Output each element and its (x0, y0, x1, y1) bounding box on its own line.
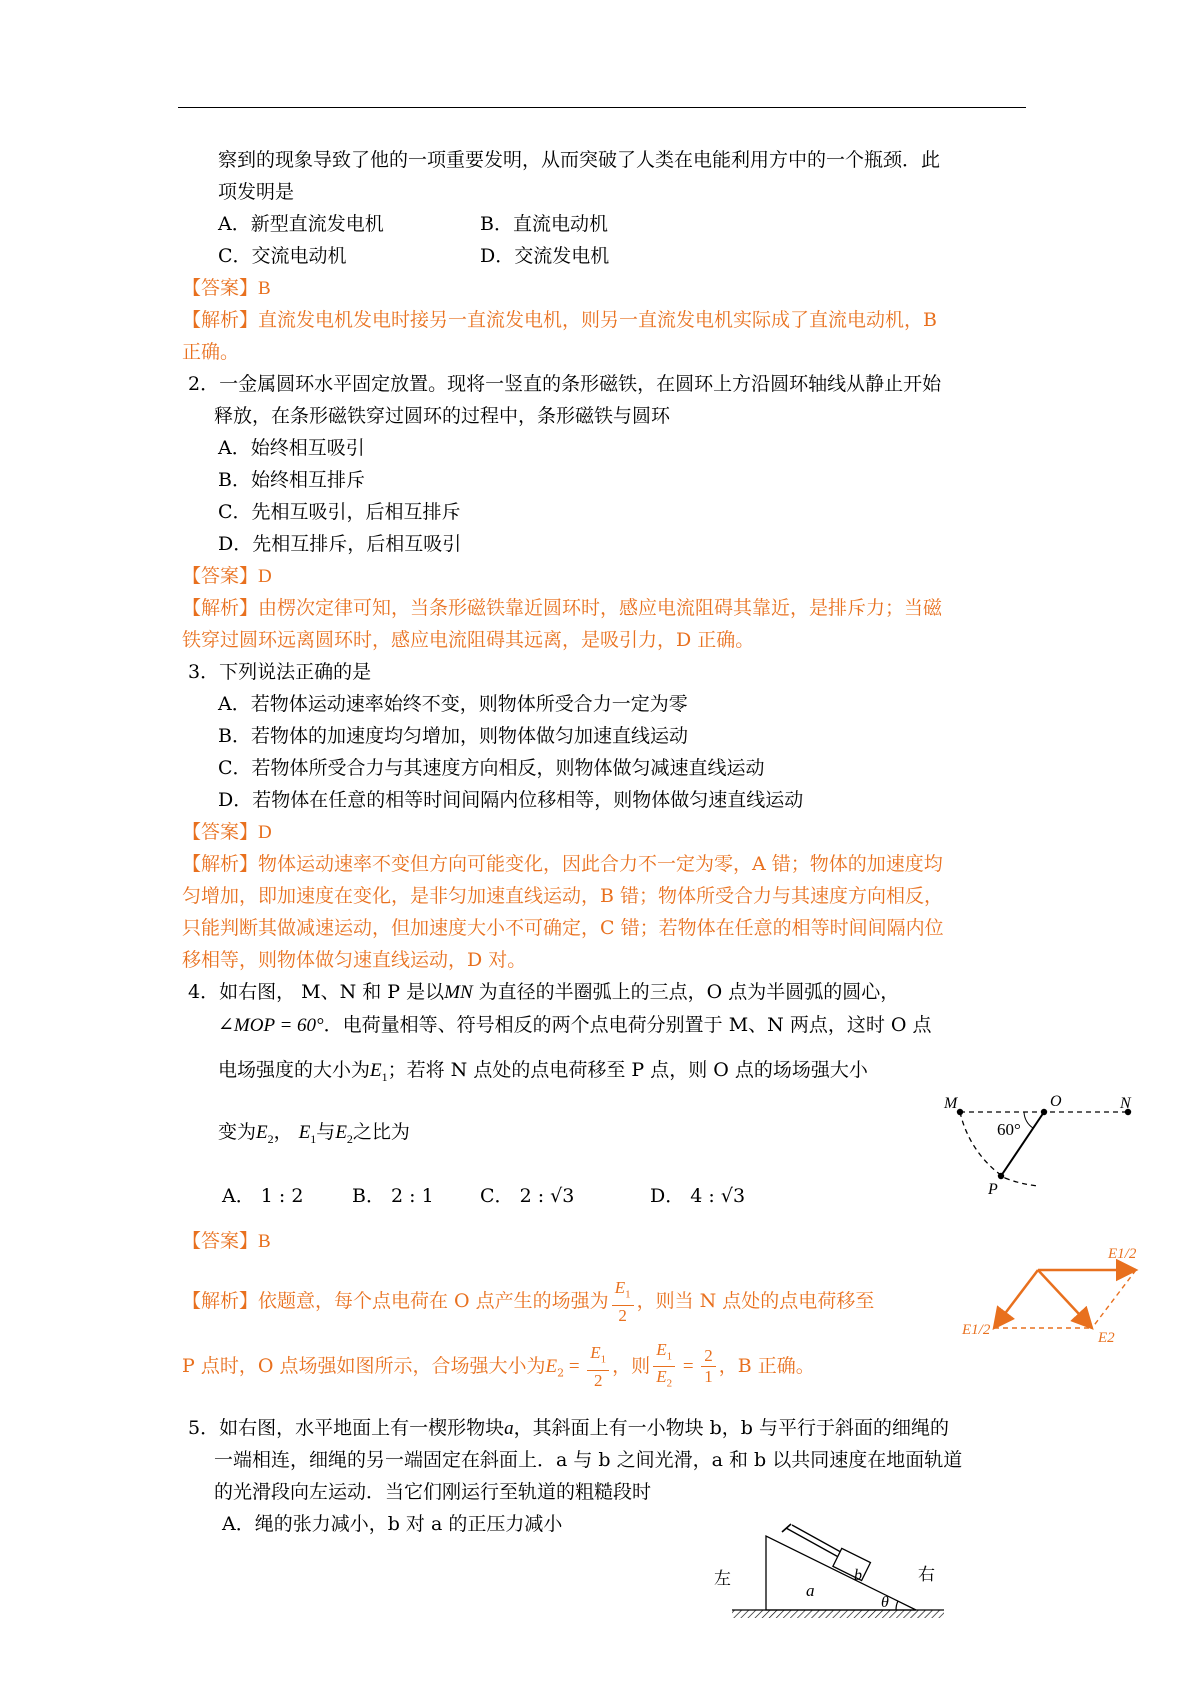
q4-text: 与 (316, 1121, 336, 1143)
q2-answer (182, 564, 272, 589)
analysis-text: ，则 (612, 1354, 651, 1377)
q3-analysis-line4: 移相等，则物体做匀速直线运动，D 对。 (182, 949, 527, 971)
ground-hatch (732, 1610, 944, 1618)
label-b: b (854, 1567, 862, 1584)
q3-stem: 3．下列说法正确的是 (188, 661, 372, 683)
q3-option-a: A．若物体运动速率始终不变，则物体所受合力一定为零 (218, 693, 688, 715)
ratio-den: 1 (704, 1367, 713, 1387)
q4-mn-var: MN (444, 982, 473, 1003)
q4-answer (182, 1229, 271, 1254)
e2-sub: 2 (346, 1131, 353, 1146)
q4-text: 电场强度的大小为 (218, 1059, 371, 1081)
e1-sub: 1 (381, 1069, 388, 1084)
q4-stem-line2 (218, 1013, 931, 1038)
frac-num: E (590, 1343, 601, 1363)
e1-over-e2-fraction (653, 1340, 675, 1394)
analysis-text: 由楞次定律可知，当条形磁铁靠近圆环时，感应电流阻碍其靠近，是排斥力；当磁 (258, 597, 943, 619)
e2-var: E (256, 1122, 268, 1143)
answer-tag: 【答案】 (182, 821, 259, 843)
header-rule (178, 107, 1026, 108)
q3-option-c: C．若物体所受合力与其速度方向相反，则物体做匀减速直线运动 (218, 757, 765, 779)
q3-analysis-line1 (182, 852, 943, 876)
q2-option-b: B．始终相互排斥 (218, 469, 365, 491)
e2-var: E (335, 1122, 347, 1143)
e2-sub: 2 (267, 1131, 274, 1146)
analysis-text: 物体运动速率不变但方向可能变化，因此合力不一定为零，A 错；物体的加速度均 (258, 853, 943, 875)
analysis-text: 依题意，每个点电荷在 O 点产生的场强为 (258, 1290, 609, 1312)
frac-num-sub: 1 (600, 1353, 607, 1366)
q2-analysis-line2: 铁穿过圆环远离圆环时，感应电流阻碍其远离，是吸引力，D 正确。 (182, 629, 755, 651)
q1-option-c: C．交流电动机 (218, 245, 347, 267)
frac-num-sub: 1 (625, 1288, 631, 1301)
analysis-text: 直流发电机发电时接另一直流发电机，则另一直流发电机实际成了直流电动机，B (258, 309, 937, 331)
q1-analysis-line2: 正确。 (182, 341, 240, 363)
answer-value: B (258, 278, 271, 299)
semicircle-figure (940, 1070, 1140, 1200)
q4-text: 变为 (218, 1121, 257, 1143)
analysis-tag: 【解析】 (182, 597, 259, 619)
q4-text: 之比为 (352, 1121, 410, 1143)
wedge-a (766, 1536, 916, 1610)
q1-stem-line2: 项发明是 (218, 181, 295, 203)
answer-value: D (258, 566, 272, 587)
q4-stem-line1 (188, 980, 899, 1005)
q5-stem-line2: 一端相连，细绳的另一端固定在斜面上．a 与 b 之间光滑，a 和 b 以共同速度在地面轨道 (214, 1449, 963, 1471)
q3-option-b: B．若物体的加速度均匀增加，则物体做匀加速直线运动 (218, 725, 688, 747)
q4-analysis-line1 (182, 1276, 874, 1326)
block-b (833, 1548, 871, 1580)
frac-den: 2 (593, 1370, 603, 1390)
frac-num: E (656, 1340, 667, 1359)
point-m (957, 1109, 963, 1115)
ratio-num: 2 (701, 1346, 716, 1367)
q1-option-a: A．新型直流发电机 (218, 213, 384, 235)
q1-stem-line1: 察到的现象导致了他的一项重要发明，从而突破了人类在电能利用方中的一个瓶颈．此 (218, 149, 941, 171)
angle-arc (1024, 1112, 1033, 1128)
frac-den: 2 (618, 1305, 627, 1325)
label-p: P (988, 1181, 998, 1198)
answer-value: D (258, 822, 272, 843)
frac-den-sub: 2 (666, 1377, 673, 1390)
label-n: N (1120, 1095, 1131, 1112)
q5-stem-line3: 的光滑段向左运动．当它们刚运行至轨道的粗糙段时 (214, 1481, 652, 1503)
analysis-tag: 【解析】 (182, 309, 259, 331)
a-var: a (504, 1418, 514, 1439)
analysis-tag: 【解析】 (182, 1290, 259, 1312)
q1-option-d: D．交流发电机 (480, 245, 610, 267)
q2-analysis-line1 (182, 596, 942, 620)
q3-option-d: D．若物体在任意的相等时间间隔内位移相等，则物体做匀速直线运动 (218, 789, 804, 811)
label-left: E1/2 (962, 1322, 991, 1338)
theta-arc (896, 1601, 898, 1610)
q2-stem-line2: 释放，在条形磁铁穿过圆环的过程中，条形磁铁与圆环 (214, 405, 671, 427)
q2-option-d: D．先相互排斥，后相互吸引 (218, 533, 462, 555)
analysis-tag: 【解析】 (182, 853, 259, 875)
q4-option-a: A． 1 : 2 (222, 1185, 304, 1207)
e1-sub: 1 (310, 1131, 317, 1146)
e1-var: E (370, 1060, 382, 1081)
q5-text: ，其斜面上有一小物块 b，b 与平行于斜面的细绳的 (513, 1417, 949, 1439)
parallelogram-right (1092, 1270, 1136, 1328)
e2-var: E (545, 1355, 558, 1377)
vector-left (994, 1270, 1038, 1328)
analysis-text: P 点时，O 点场强如图所示，合场强大小为 (182, 1354, 546, 1377)
q4-text: 为直径的半圈弧上的三点，O 点为半圆弧的圆心， (472, 981, 900, 1003)
label-o: O (1050, 1093, 1062, 1110)
q4-option-b: B． 2 : 1 (352, 1185, 434, 1207)
label-angle: 60° (997, 1120, 1021, 1139)
answer-tag: 【答案】 (182, 277, 259, 299)
q3-answer (182, 820, 272, 845)
e1-over-2-fraction (587, 1343, 609, 1390)
q5-text: 5．如右图，水平地面上有一楔形物块 (188, 1417, 505, 1439)
q1-option-b: B．直流电动机 (480, 213, 608, 235)
q4-option-c: C． 2 : √3 (480, 1185, 575, 1207)
frac-num-sub: 1 (666, 1350, 673, 1363)
point-p (998, 1173, 1004, 1179)
vector-figure (960, 1238, 1150, 1356)
q3-analysis-line3: 只能判断其做减速运动，但加速度大小不可确定，C 错；若物体在任意的相等时间间隔内位 (182, 917, 944, 939)
q4-stem-line4 (218, 1120, 410, 1151)
q4-text: ．电荷量相等、符号相反的两个点电荷分别置于 M、N 两点，这时 O 点 (323, 1014, 932, 1036)
vector-resultant (1038, 1270, 1092, 1328)
wedge-figure (710, 1514, 950, 1634)
answer-tag: 【答案】 (182, 565, 259, 587)
q2-stem-line1: 2．一金属圆环水平固定放置。现将一竖直的条形磁铁，在圆环上方沿圆环轴线从静止开始 (188, 373, 942, 395)
q4-option-d: D． 4 : √3 (650, 1185, 746, 1207)
label-top: E1/2 (1108, 1246, 1137, 1262)
label-theta: θ (881, 1594, 889, 1611)
q1-analysis-line1 (182, 308, 937, 332)
q4-analysis-line2: P 点时，O 点场强如图所示，合场强大小为$E_2$ = $\frac{E_1}{2}$ ，则 $\frac{E_1}{E_2}$ = $\frac{2}{1}$ ，B 正确。 (182, 1340, 815, 1399)
e2-sub: 2 (557, 1366, 565, 1380)
q4-text: 4．如右图， M、N 和 P 是以 (188, 981, 445, 1003)
frac-den: E (656, 1367, 667, 1387)
point-o (1041, 1109, 1047, 1115)
q4-stem-line3 (218, 1058, 868, 1089)
analysis-text: ，则当 N 点处的点电荷移至 (636, 1290, 875, 1312)
answer-tag: 【答案】 (182, 1230, 259, 1252)
e1-over-2-fraction (612, 1278, 634, 1325)
q1-answer (182, 276, 271, 301)
ratio-fraction (701, 1346, 716, 1387)
q5-option-a: A．绳的张力减小，b 对 a 的正压力减小 (222, 1513, 563, 1535)
label-resultant: E2 (1098, 1330, 1115, 1346)
label-left: 左 (714, 1569, 731, 1588)
semicircle-arc-tail (1005, 1178, 1038, 1186)
frac-num: E (614, 1278, 626, 1298)
label-m: M (944, 1095, 958, 1112)
label-a: a (806, 1581, 815, 1600)
q4-text: ；若将 N 点处的点电荷移至 P 点，则 O 点的场场强大小 (387, 1059, 868, 1081)
q4-text: ， (273, 1121, 293, 1143)
q2-option-a: A．始终相互吸引 (218, 437, 365, 459)
analysis-text: ，B 正确。 (718, 1354, 815, 1377)
q2-option-c: C．先相互吸引，后相互排斥 (218, 501, 461, 523)
e1-var: E (298, 1122, 311, 1143)
q4-angle-expr: ∠MOP = 60° (218, 1015, 324, 1036)
q5-stem-line1 (188, 1416, 949, 1441)
rope (786, 1528, 842, 1559)
answer-value: B (258, 1231, 271, 1252)
q3-analysis-line2: 匀增加，即加速度在变化，是非匀加速直线运动，B 错；物体所受合力与其速度方向相反， (182, 885, 944, 907)
label-right: 右 (918, 1565, 935, 1584)
